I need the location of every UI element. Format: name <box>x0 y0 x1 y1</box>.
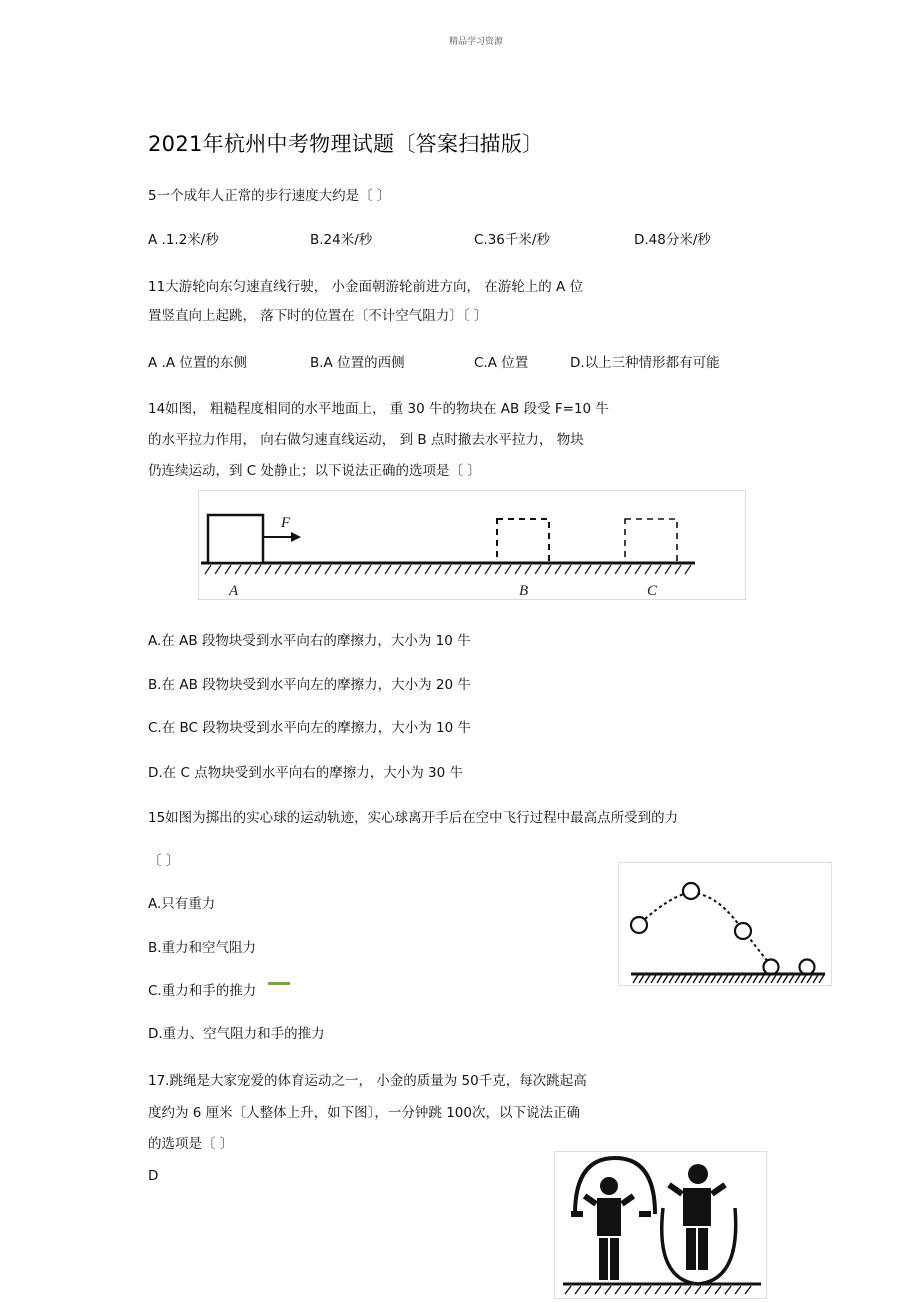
q14-option-a: A.在 AB 段物块受到水平向右的摩擦力，大小为 10 牛 <box>148 633 471 649</box>
svg-text:F: F <box>281 515 291 531</box>
q14-option-c: C.在 BC 段物块受到水平向左的摩擦力，大小为 10 牛 <box>148 720 472 736</box>
q11-stem-line2: 置竖直向上起跳， 落下时的位置在〔不计空气阻力〕〔 〕 <box>148 308 488 324</box>
q11-option-c: C.A 位置 <box>474 355 529 371</box>
green-annotation-mark <box>268 982 290 985</box>
q5-option-a: A .1.2米/秒 <box>148 232 219 248</box>
block-b-dashed <box>497 519 549 563</box>
q17-stem-line2: 度约为 6 厘米〔人整体上升，如下图〕，一分钟跳 100次，以下说法正确 <box>148 1105 580 1121</box>
q17-figure-jump-rope <box>554 1151 767 1299</box>
q15-figure-ball-trajectory <box>618 862 832 986</box>
q17-stem-line1: 17.跳绳是大家宠爱的体育运动之一， 小金的质量为 50千克，每次跳起高 <box>148 1073 587 1089</box>
q14-option-b: B.在 AB 段物块受到水平向左的摩擦力，大小为 20 牛 <box>148 677 471 693</box>
q11-option-b: B.A 位置的西侧 <box>310 355 405 371</box>
q15-option-a: A.只有重力 <box>148 896 216 912</box>
block-a <box>208 515 263 563</box>
q14-stem-line1: 14如图， 粗糙程度相同的水平地面上， 重 30 牛的物块在 AB 段受 F=10 牛 <box>148 401 609 417</box>
q15-stem-line1: 15如图为掷出的实心球的运动轨迹，实心球离开手后在空中飞行过程中最高点所受到的力 <box>148 810 679 826</box>
q5-stem: 5一个成年人正常的步行速度大约是〔 〕 <box>148 188 391 204</box>
header-watermark: 精品学习资源 <box>449 37 504 47</box>
svg-text:A: A <box>229 583 239 599</box>
q11-option-d: D.以上三种情形都有可能 <box>570 355 720 371</box>
trajectory-diagram <box>619 863 831 985</box>
surface-diagram <box>199 491 745 599</box>
q14-option-d: D.在 C 点物块受到水平向右的摩擦力，大小为 30 牛 <box>148 765 463 781</box>
svg-text:C: C <box>647 583 658 599</box>
q17-answer: D <box>148 1168 159 1184</box>
q5-option-b: B.24米/秒 <box>310 232 373 248</box>
svg-text:B: B <box>519 583 529 599</box>
q11-stem-line1: 11大游轮向东匀速直线行驶， 小金面朝游轮前进方向， 在游轮上的 A 位 <box>148 279 584 295</box>
q15-stem-line2: 〔 〕 <box>148 853 180 869</box>
q17-stem-line3: 的选项是〔 〕 <box>148 1136 234 1152</box>
q15-option-c: C.重力和手的推力 <box>148 983 257 999</box>
q5-option-d: D.48分米/秒 <box>634 232 711 248</box>
q14-figure-block-on-surface <box>198 490 746 600</box>
block-c-dashed <box>625 519 677 563</box>
document-title: 2021年杭州中考物理试题〔答案扫描版〕 <box>148 132 544 156</box>
q11-option-a: A .A 位置的东侧 <box>148 355 247 371</box>
jump-rope-diagram <box>555 1152 766 1298</box>
q14-stem-line3: 仍连续运动，到 C 处静止；以下说法正确的选项是〔 〕 <box>148 463 481 479</box>
q5-option-c: C.36千米/秒 <box>474 232 550 248</box>
q15-option-d: D.重力、空气阻力和手的推力 <box>148 1026 325 1042</box>
q14-stem-line2: 的水平拉力作用， 向右做匀速直线运动， 到 B 点时撤去水平拉力， 物块 <box>148 432 584 448</box>
q15-option-b: B.重力和空气阻力 <box>148 940 257 956</box>
